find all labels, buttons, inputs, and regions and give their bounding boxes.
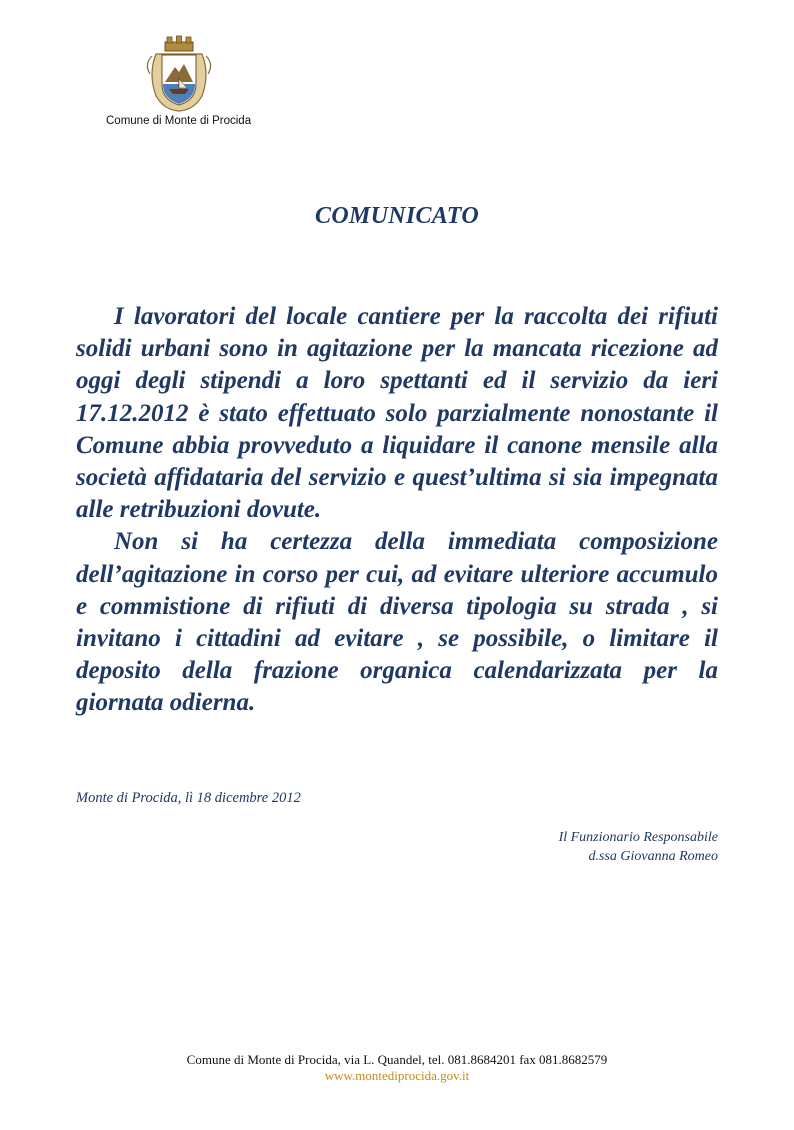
coat-of-arms-icon <box>142 34 216 114</box>
paragraph-2: Non si ha certezza della immediata composizione dell’agitazione in corso per cui, ad evitare ulteriore accumulo e commistione di rifiuti di diversa tipologia su strada , si invitano i cittadini ad evitare , se possibile, o limitare il deposito della frazione organica calendarizzata per la giornata odierna. <box>76 528 718 717</box>
page-title: COMUNICATO <box>315 203 479 229</box>
announcement-body <box>76 301 718 720</box>
municipality-name: Comune di Monte di Procida <box>106 115 252 127</box>
date-line: Monte di Procida, lì 18 dicembre 2012 <box>76 790 301 806</box>
footer-website-link[interactable]: www.montediprocida.gov.it <box>324 1068 470 1083</box>
signatory-role: Il Funzionario Responsabile <box>558 830 718 845</box>
footer-address: Comune di Monte di Procida, via L. Quandel, tel. 081.8684201 fax 081.8682579 <box>186 1052 608 1067</box>
paragraph-1: I lavoratori del locale cantiere per la raccolta dei rifiuti solidi urbani sono in agitazione per la mancata ricezione ad oggi degli stipendi a loro spettanti ed il servizio da ieri 17.12.2012 è stato effettuato solo parzialmente nonostante il Comune abbia provveduto a liquidare il canone mensile alla società affidataria del servizio e quest’ultima si sia impegnata alle retribuzioni dovute. <box>76 303 718 524</box>
signature-block <box>559 828 718 866</box>
footer <box>0 1052 794 1084</box>
signatory-name: d.ssa Giovanna Romeo <box>588 849 718 864</box>
